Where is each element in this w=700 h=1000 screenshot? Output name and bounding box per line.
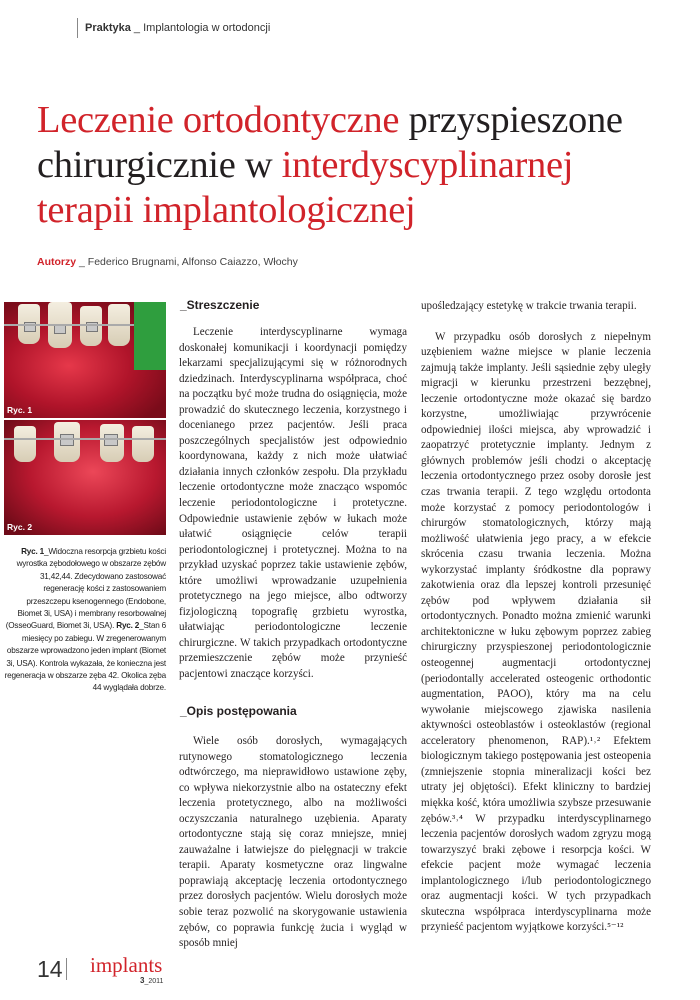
authors-separator: _ <box>76 256 88 268</box>
title-part-2: przyspieszone chirurgicznie w <box>37 99 623 186</box>
figure-2-label: Ryc. 2 <box>7 522 33 532</box>
footer-divider <box>66 958 67 980</box>
bracket-shape <box>60 434 74 446</box>
issue-number <box>140 976 163 985</box>
tooth-shape <box>14 426 36 462</box>
right-column-paragraph-2: W przypadku osób dorosłych z niepełnym uzębieniem ważne miejsce w planie leczenia zajmują także implanty. Jeśli sąsiednie zęby uległy migracji w kierunku przestrzeni bezzębnej, leczenie ortodontyczne może okazać się bardzo korzystne, umożliwiając przywrócenie odpowiedniej ilości miejsca, aby wprowadzić i zaopatrzyć protetycznie implanty. Jednym z głównych problemów jeśli chodzi o akceptację leczenia ortodontycznego przez osoby dorosłe jest czas trwania terapii. Z tego względu ortodonta może korzystać z pomocy periodontologów i chirurgów stomatologicznych, którzy mają możliwość ułatwienia jego pracy, a w efekcie skrócenia czasu trwania leczenia. Można wykorzystać implanty śródkostne dla poprawy zakotwienia oraz dla lepszej kontroli przesunięć zębów pod wpływem działania sił ortodontycznych. Ponadto można zmienić warunki architektoniczne w łuku zębowym poprzez zabieg chirurgiczny przyspieszonej periodontologicznie osteogennej augmentacji ortodontycznej (periodontally accelerated osteogenic orthodontic augmentation, PAOO), który ma na celu wywołanie miejscowego zjawiska nasilenia aktywności osteoblastów i osteoklastów (regional acceleratory phenomenon, RAP).¹˒² Efektem biologicznym takiego postępowania jest osteopenia (zmniejszenie stopnia mineralizacji kości bez utraty jej objętości). Efekt kliniczny to bardziej miękka kość, która umożliwia szybsze przesuwanie zębów.³˒⁴ W przypadku interdyscyplinarnego leczenia pacjentów dorosłych wadom zgryzu mogą towarzyszyć braki zębowe i resorpcja kości. W efekcie pacjent może wymagać leczenia implantologicznego i/lub periodontologicznego oraz augmentacji kości. W tych przypadkach skuteczna współpraca interdyscyplinarna może przynieść pacjentom wyjątkowe korzyści.⁵⁻¹² <box>421 330 651 934</box>
abstract-column <box>179 325 407 683</box>
figure-2-photo <box>4 420 166 535</box>
tooth-shape <box>132 426 154 462</box>
abstract-paragraph: Leczenie interdyscyplinarne wymaga doskonałej komunikacji i koordynacji pomiędzy lekarzami specjalizującymi się w różnorodnych dziedzinach. Interdyscyplinarna współpraca, choć na początku być może trudna do osiągnięcia, może prowadzić do skutecznego leczenia, korzystnego i docenianego przez pacjentów. Jeśli praca poszczególnych specjalistów jest odpowiednio koordynowana, każdy z nich może ułatwiać działania innych członków zespołu. Dla przykładu leczenie ortodontyczne może znacząco wspomóc leczenie periodontologiczne i protetyczne. Odpowiednie ustawienie zębów w łukach może ułatwić osiągnięcie celów terapii periodontologicznej i protetycznej. Można to na przykład uzyskać poprzez takie ustawienie zębów, które umożliwi wprowadzanie uzupełnienia protetycznego na jego miejsce, albo odtworzy fizjologiczną topografię grzbietu wyrostka, ułatwiając periodontologiczne leczenie chirurgiczne. W takich przypadkach ortodontyczne przemieszczenie zębów może przynieść pacjentowi znaczące korzyści. <box>179 326 407 681</box>
article-title <box>37 98 677 233</box>
authors-label: Autorzy <box>37 256 77 268</box>
green-tab <box>134 302 166 370</box>
archwire <box>4 438 166 440</box>
header-divider <box>77 18 78 38</box>
title-part-3: interdyscyplinarnej terapii implantologicznej <box>37 144 574 231</box>
running-header <box>85 22 270 34</box>
authors-line <box>37 256 298 268</box>
caption-text-1: _Widoczna resorpcja grzbietu kości wyrostka zębodołowego w obszarze zębów 31,42,44. Zdecydowano zastosować regenerację kości z zastosowaniem przeszczepu ksenogennego (Endobone, Biomet 3i, USA) i membrany resorbowalnej (OsseoGuard, Biomet 3i, USA). <box>5 547 166 631</box>
figure-caption <box>4 546 166 695</box>
caption-ref-2: Ryc. 2 <box>116 621 140 631</box>
issue-year: _2011 <box>144 978 164 985</box>
right-column <box>421 299 651 936</box>
caption-text-2: _Stan 6 miesięcy po zabiegu. W zregenerowanym obszarze wprowadzono jeden implant (Biomet 3i, USA). Kontrola wykazała, że konieczna jest regeneracja w obszarze zęba 42. Okolica zęba 44 wyglądała dobrze. <box>4 621 166 693</box>
header-topic: Implantologia w ortodoncji <box>143 22 271 34</box>
procedure-paragraph: Wiele osób dorosłych, wymagających rutynowego stomatologicznego leczenia odtwórczego, ma nieprawidłowo ustawione zęby, co wpływa niekorzystnie albo na ostateczny efekt leczenia protetycznego, albo na możliwości oczyszczania naturalnego uzębienia. Aparaty ortodontyczne stają się coraz mniejsze, mniej zauważalne i łatwiejsze do pielęgnacji w trakcie terapii. Aparaty kosmetyczne oraz lingwalne poprawiają akceptację leczenia ortodontycznego przez dorosłych pacjentów. Wielu dorosłych może sobie teraz pozwolić na skorygowanie ustawienia zębów, co poprawia funkcję żucia i wygląd w sposób mniej <box>179 735 407 950</box>
right-column-paragraph-1: upośledzający estetykę w trakcie trwania terapii. <box>421 300 637 312</box>
magazine-logo: implants <box>90 953 163 977</box>
abstract-heading: _Streszczenie <box>180 298 260 312</box>
page-number: 14 <box>37 956 63 982</box>
figure-1-label: Ryc. 1 <box>7 405 33 415</box>
caption-ref-1: Ryc. 1 <box>21 547 45 556</box>
issue-num: 3 <box>140 976 145 985</box>
header-section: Praktyka <box>85 22 131 34</box>
procedure-column <box>179 734 407 952</box>
header-separator: _ <box>130 22 144 34</box>
authors-names: Federico Brugnami, Alfonso Caiazzo, Włochy <box>87 256 298 268</box>
procedure-heading: _Opis postępowania <box>180 704 297 718</box>
bracket-shape <box>104 434 118 446</box>
title-part-1: Leczenie ortodontyczne <box>37 99 400 141</box>
